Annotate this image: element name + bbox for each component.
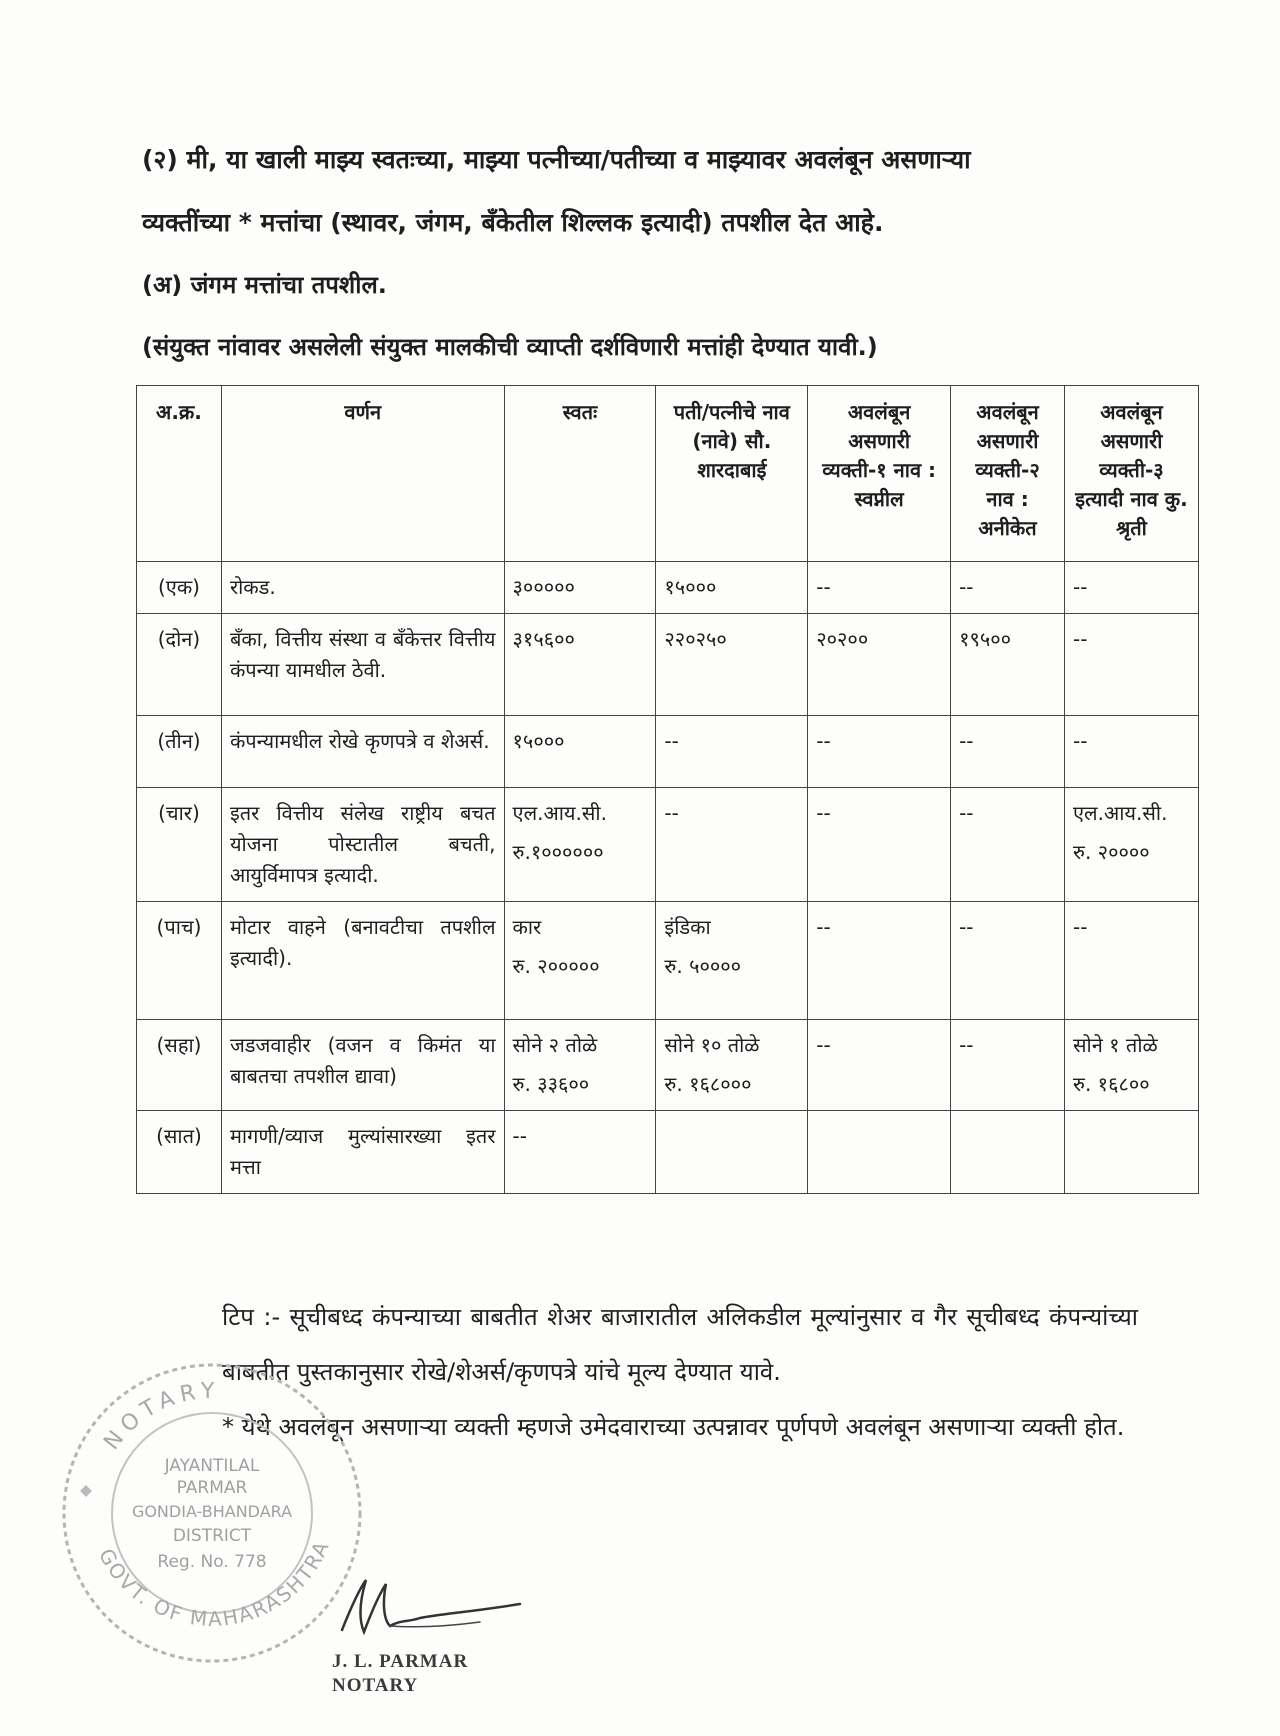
row-serial: (चार) — [137, 788, 222, 902]
table-row — [137, 716, 1199, 788]
cell-dep2 — [951, 716, 1065, 788]
cell-value: कार — [512, 915, 542, 939]
table-row — [137, 614, 1199, 716]
header-description: वर्णन — [221, 386, 504, 562]
table-row — [137, 788, 1199, 902]
stamp-name-1: JAYANTILAL — [164, 1456, 260, 1476]
header-self: स्वतः — [504, 386, 656, 562]
cell-self — [504, 1020, 656, 1111]
cell-dep2 — [951, 1020, 1065, 1111]
stamp-name-2: PARMAR — [176, 1478, 248, 1498]
cell-self — [504, 788, 656, 902]
cell-value: -- — [816, 915, 831, 939]
cell-value: २०२०० — [816, 627, 869, 651]
cell-spouse — [656, 788, 808, 902]
signature — [330, 1570, 530, 1650]
cell-dep1 — [808, 788, 951, 902]
stamp-district-2: DISTRICT — [172, 1526, 252, 1546]
cell-spouse — [656, 902, 808, 1020]
cell-value: सोने २ तोळे — [512, 1033, 598, 1057]
cell-dep3 — [1065, 716, 1199, 788]
cell-value: ३००००० — [512, 575, 575, 599]
cell-dep1 — [808, 614, 951, 716]
notary-name-block — [332, 1650, 468, 1698]
cell-value: रु. २०००० — [1073, 840, 1150, 864]
cell-self — [504, 562, 656, 614]
cell-value: -- — [1073, 729, 1088, 753]
cell-self — [504, 716, 656, 788]
cell-value: इंडिका — [664, 915, 711, 939]
cell-value: -- — [664, 729, 679, 753]
table-header-row — [137, 386, 1199, 562]
cell-value: सोने १० तोळे — [664, 1033, 760, 1057]
cell-dep2 — [951, 902, 1065, 1020]
row-description: इतर वित्तीय संलेख राष्ट्रीय बचत योजना पोस्टातील बचती, आयुर्विमापत्र इत्यादी. — [221, 788, 504, 902]
cell-value: -- — [816, 801, 831, 825]
cell-value: -- — [1073, 915, 1088, 939]
cell-spouse — [656, 614, 808, 716]
svg-text:NOTARY — [99, 1379, 220, 1455]
cell-value: -- — [959, 1033, 974, 1057]
cell-value: सोने १ तोळे — [1073, 1033, 1158, 1057]
cell-dep3 — [1065, 1111, 1199, 1194]
cell-value: रु. ५०००० — [664, 954, 742, 978]
movable-assets-table — [136, 385, 1199, 1194]
cell-dep2 — [951, 788, 1065, 902]
row-serial: (दोन) — [137, 614, 222, 716]
dependents-note: * येथे अवलंबून असणाऱ्या व्यक्ती म्हणजे उमेदवाराच्या उत्पन्नावर पूर्णपणे अवलंबून असणाऱ्या व्यक्ती होत. — [222, 1413, 1125, 1441]
cell-value: एल.आय.सी. — [512, 801, 607, 825]
cell-dep1 — [808, 902, 951, 1020]
cell-dep1 — [808, 1111, 951, 1194]
cell-dep1 — [808, 716, 951, 788]
cell-dep3 — [1065, 788, 1199, 902]
stamp-top-text: NOTARY — [99, 1378, 221, 1455]
svg-text:GOVT. OF MAHARASHTRA — [94, 1536, 334, 1631]
intro-line-2: व्यक्तींच्या * मत्तांचा (स्थावर, जंगम, बँकेतील शिल्लक इत्यादी) तपशील देत आहे. — [142, 208, 884, 237]
stamp-reg-no: Reg. No. 778 — [157, 1552, 267, 1572]
table-row — [137, 1111, 1199, 1194]
cell-spouse — [656, 716, 808, 788]
header-spouse: पती/पत्नीचे नाव (नावे) सौ. शारदाबाई — [656, 386, 808, 562]
cell-value: -- — [816, 729, 831, 753]
cell-value: -- — [512, 1124, 527, 1148]
cell-dep3 — [1065, 902, 1199, 1020]
cell-value: ३१५६०० — [512, 627, 575, 651]
header-dependent-2: अवलंबून असणारी व्यक्ती-२ नाव : अनीकेत — [951, 386, 1065, 562]
cell-value: रु. ३३६०० — [512, 1072, 590, 1096]
cell-value: १९५०० — [959, 627, 1012, 651]
cell-value: रु.१०००००० — [512, 840, 604, 864]
cell-value: १५००० — [512, 729, 565, 753]
cell-dep2 — [951, 1111, 1065, 1194]
row-description: जडजवाहीर (वजन व किमंत या बाबतचा तपशील द्यावा) — [221, 1020, 504, 1111]
cell-value: रु. १६८०० — [1073, 1072, 1150, 1096]
cell-value: -- — [1073, 627, 1088, 651]
cell-dep1 — [808, 1020, 951, 1111]
header-serial: अ.क्र. — [137, 386, 222, 562]
row-serial: (पाच) — [137, 902, 222, 1020]
cell-value: -- — [959, 915, 974, 939]
row-description: कंपन्यामधील रोखे कृणपत्रे व शेअर्स. — [221, 716, 504, 788]
table-row — [137, 902, 1199, 1020]
cell-value: -- — [1073, 575, 1088, 599]
cell-value: रु. २००००० — [512, 954, 600, 978]
notary-title: NOTARY — [332, 1675, 419, 1696]
section-heading: (अ) जंगम मत्तांचा तपशील. — [142, 271, 387, 299]
table-row — [137, 562, 1199, 614]
row-serial: (तीन) — [137, 716, 222, 788]
row-serial: (एक) — [137, 562, 222, 614]
cell-value: -- — [959, 575, 974, 599]
row-serial: (सात) — [137, 1111, 222, 1194]
cell-value: २२०२५० — [664, 627, 727, 651]
cell-value: -- — [959, 729, 974, 753]
stamp-ornament-icon — [80, 1485, 92, 1497]
cell-self — [504, 1111, 656, 1194]
cell-value: १५००० — [664, 575, 717, 599]
cell-self — [504, 902, 656, 1020]
stamp-district-1: GONDIA-BHANDARA — [131, 1502, 293, 1521]
section-note: (संयुक्त नांवावर असलेली संयुक्त मालकीची व्याप्ती दर्शविणारी मत्तांही देण्यात यावी.) — [142, 333, 878, 361]
table-row — [137, 1020, 1199, 1111]
intro-paragraph — [142, 128, 1140, 254]
row-description: मोटार वाहने (बनावटीचा तपशील इत्यादी). — [221, 902, 504, 1020]
stamp-bottom-text: GOVT. OF MAHARASHTRA — [94, 1536, 335, 1632]
cell-dep1 — [808, 562, 951, 614]
cell-dep3 — [1065, 1020, 1199, 1111]
cell-value: -- — [816, 1033, 831, 1057]
cell-value: -- — [664, 801, 679, 825]
cell-self — [504, 614, 656, 716]
cell-spouse — [656, 1111, 808, 1194]
tip-note: टिप :- सूचीबध्द कंपन्याच्या बाबतीत शेअर बाजारातील अलिकडील मूल्यांनुसार व गैर सूचीबध्द कंपन्यांच्या बाबतीत पुस्तकानुसार रोखे/शेअर्स/कृणपत्रे यांचे मूल्य देण्यात यावे. — [222, 1303, 1138, 1386]
row-serial: (सहा) — [137, 1020, 222, 1111]
cell-value: एल.आय.सी. — [1073, 801, 1168, 825]
cell-value: -- — [816, 575, 831, 599]
header-dependent-1: अवलंबून असणारी व्यक्ती-१ नाव : स्वप्नील — [808, 386, 951, 562]
notary-name: J. L. PARMAR — [332, 1651, 469, 1672]
row-description: मागणी/व्याज मुल्यांसारख्या इतर मत्ता — [221, 1111, 504, 1194]
cell-value: -- — [959, 801, 974, 825]
cell-spouse — [656, 562, 808, 614]
table-body — [137, 562, 1199, 1194]
header-dependent-3: अवलंबून असणारी व्यक्ती-३ इत्यादी नाव कु. श्रृती — [1065, 386, 1199, 562]
row-description: रोकड. — [221, 562, 504, 614]
cell-spouse — [656, 1020, 808, 1111]
cell-dep3 — [1065, 614, 1199, 716]
cell-value: रु. १६८००० — [664, 1072, 752, 1096]
cell-dep2 — [951, 562, 1065, 614]
cell-dep3 — [1065, 562, 1199, 614]
cell-dep2 — [951, 614, 1065, 716]
row-description: बँका, वित्तीय संस्था व बँकेत्तर वित्तीय कंपन्या यामधील ठेवी. — [221, 614, 504, 716]
intro-line-1: (२) मी, या खाली माझ्य स्वतःच्या, माझ्या पत्नीच्या/पतीच्या व माझ्यावर अवलंबून असणाऱ्या — [142, 145, 971, 174]
